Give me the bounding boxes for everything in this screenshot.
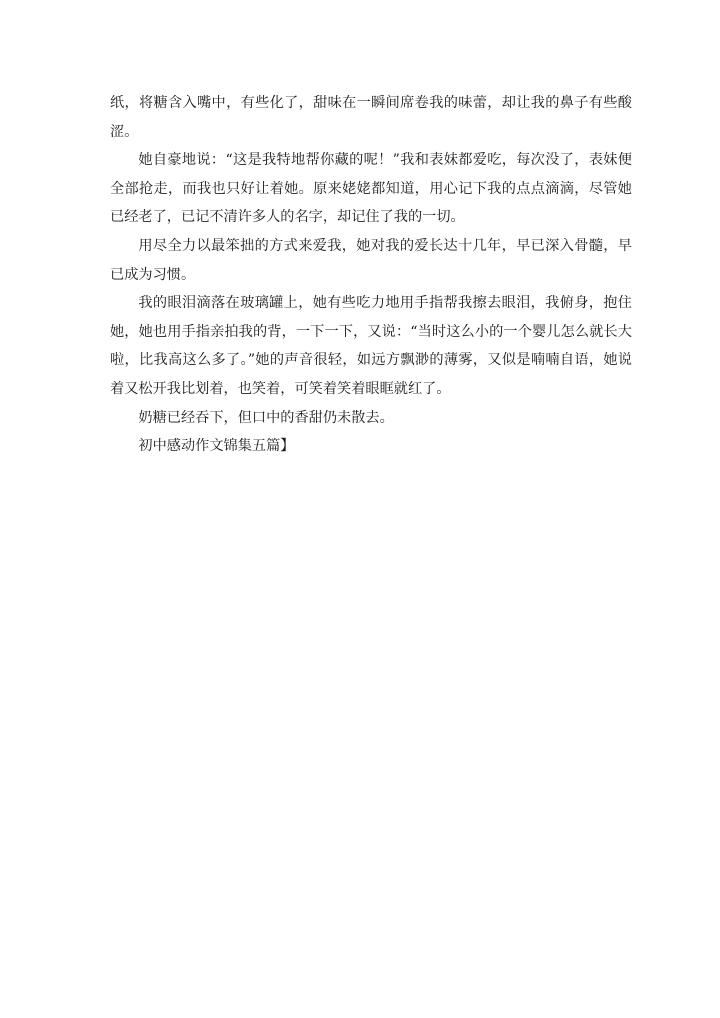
- paragraph-1: 纸，将糖含入嘴中，有些化了，甜味在一瞬间席卷我的味蕾，却让我的鼻子有些酸涩。: [110, 95, 632, 140]
- paragraph-2: 她自豪地说：“这是我特地帮你藏的呢！”我和表妹都爱吃，每次没了，表妹便全部抢走，而我也只好让着她。原来姥姥都知道，用心记下我的点点滴滴，尽管她已经老了，已记不清许多人的名字，却记住了我的一切。: [110, 152, 632, 226]
- section-heading: 初中感动作文锦集五篇】: [138, 438, 295, 455]
- document-body: [110, 89, 632, 461]
- paragraph-4: 我的眼泪滴落在玻璃罐上，她有些吃力地用手指帮我擦去眼泪，我俯身，抱住她，她也用手指亲拍我的背，一下一下，又说：“当时这么小的一个婴儿怎么就长大啦，比我高这么多了。”她的声音很轻，如远方飘渺的薄雾，又似是喃喃自语，她说着又松开我比划着，也笑着，可笑着笑着眼眶就红了。: [110, 295, 632, 397]
- paragraph-3: 用尽全力以最笨拙的方式来爱我，她对我的爱长达十几年，早已深入骨髓，早已成为习惯。: [110, 237, 632, 283]
- paragraph-5: 奶糖已经吞下，但口中的香甜仍未散去。: [138, 409, 394, 426]
